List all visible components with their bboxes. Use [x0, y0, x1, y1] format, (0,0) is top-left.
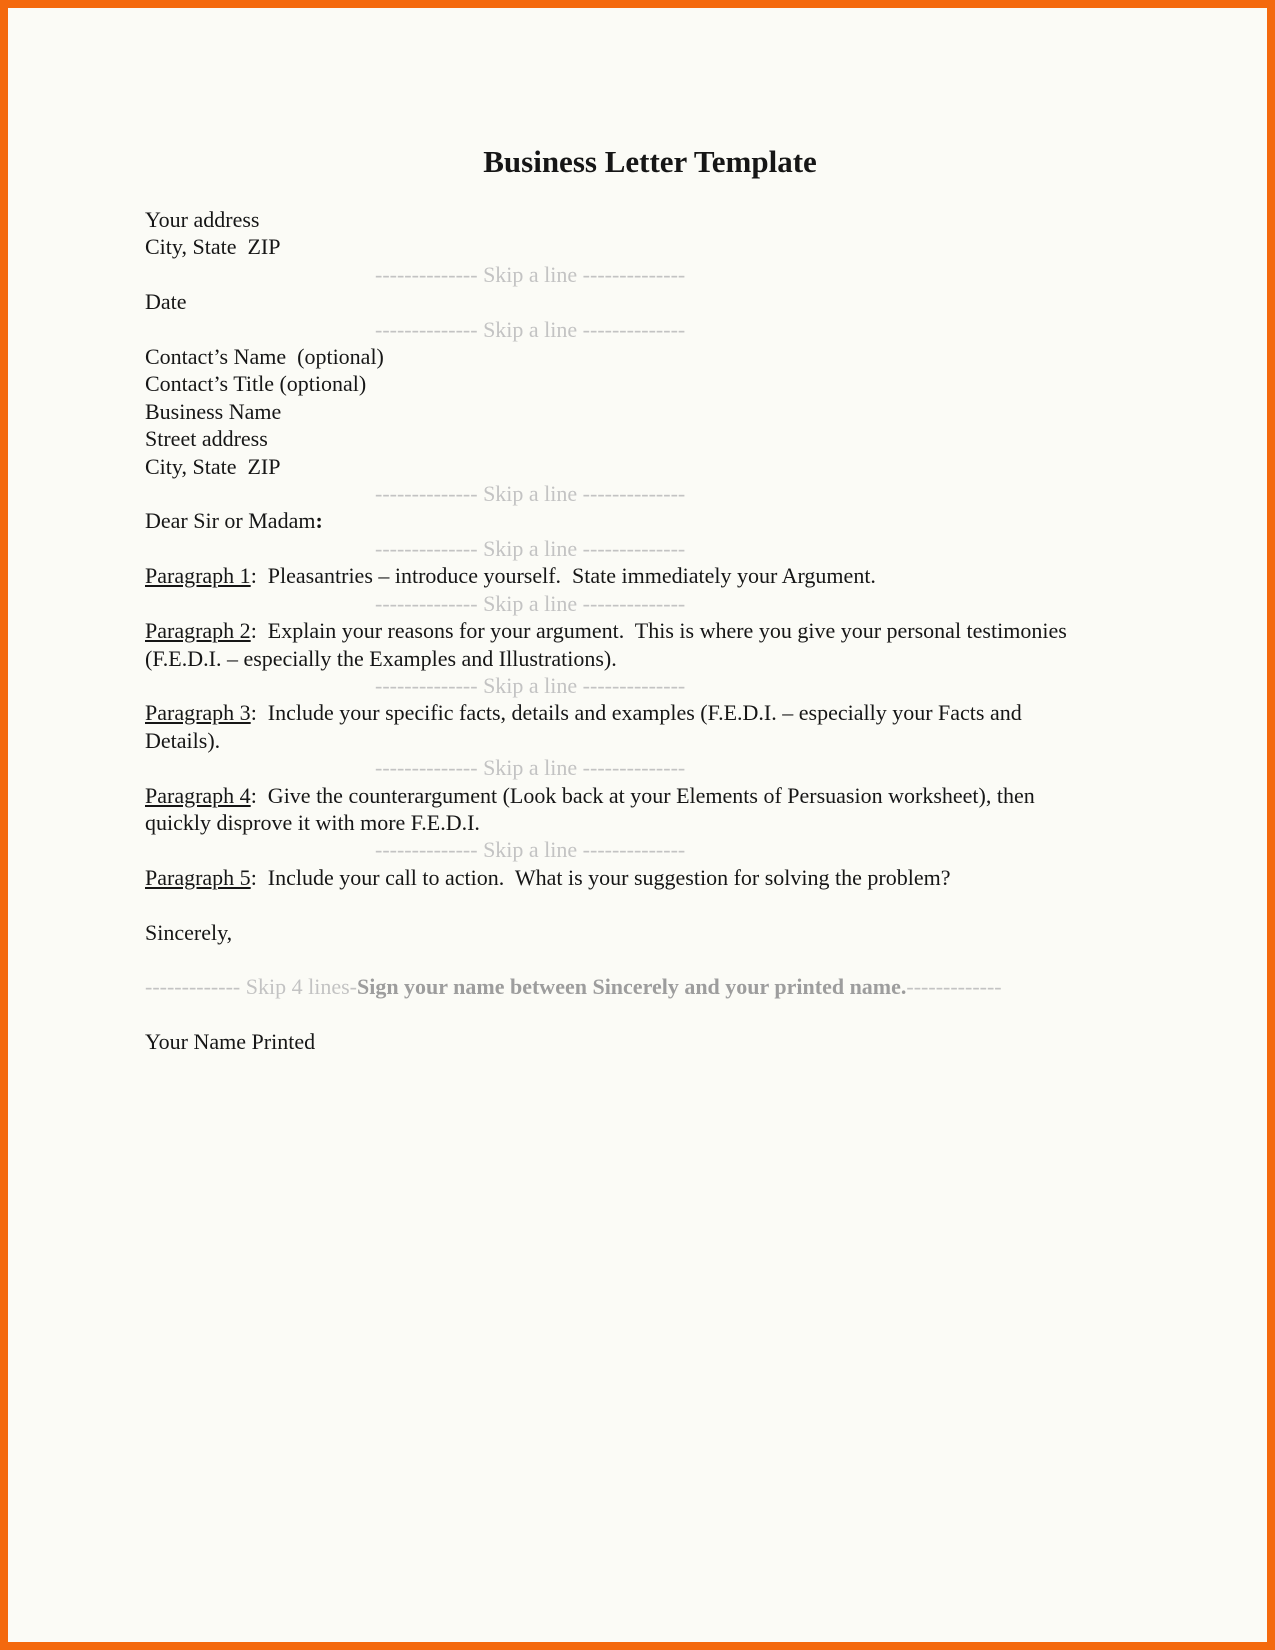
paragraph-5-instruction [145, 864, 1075, 891]
paragraph-4-text: : Give the counterargument (Look back at your Elements of Persuasion worksheet), then quickly disprove it with more F.E.D.I. [145, 782, 1041, 835]
sender-city-state-zip: City, State ZIP [145, 234, 281, 260]
skip-a-line-separator: -------------- Skip a line -------------- [375, 316, 686, 342]
closing-line: Sincerely, [145, 919, 233, 945]
letter-page [8, 8, 1267, 1642]
printed-name-line: Your Name Printed [145, 1029, 316, 1055]
sender-address-line: Your address [145, 207, 260, 232]
recipient-city-state-zip: City, State ZIP [145, 453, 281, 479]
recipient-street-address: Street address [145, 426, 268, 452]
recipient-business-name: Business Name [145, 398, 282, 424]
page-title: Business Letter Template [483, 144, 817, 179]
recipient-contact-title: Contact’s Title (optional) [145, 371, 367, 397]
skip-a-line-separator: -------------- Skip a line -------------- [375, 535, 686, 561]
paragraph-4-instruction [145, 782, 1075, 837]
paragraph-1-instruction [145, 562, 1075, 589]
blank-line [145, 891, 1075, 918]
salutation-line [145, 507, 1075, 534]
paragraph-3-label: Paragraph 3 [145, 700, 251, 726]
signature-note-bold-text: Sign your name between Sincerely and your printed name. [356, 974, 907, 1000]
signature-note-right-dashes: ------------- [906, 974, 1002, 1000]
skip-a-line-separator: -------------- Skip a line -------------- [375, 672, 686, 698]
paragraph-5-label: Paragraph 5 [145, 864, 251, 890]
paragraph-2-text: : Explain your reasons for your argument. This is where you give your personal testimonies (F.E.D.I. – especially the Examples and Illustrations). [145, 618, 1073, 671]
date-line: Date [145, 289, 187, 315]
signature-note-left-dashes: ------------- Skip 4 lines- [145, 974, 357, 1000]
skip-a-line-separator: -------------- Skip a line -------------- [375, 755, 686, 781]
letter-body [8, 206, 1075, 1056]
paragraph-3-instruction [145, 699, 1075, 754]
paragraph-2-instruction [145, 617, 1075, 672]
paragraph-3-text: : Include your specific facts, details and examples (F.E.D.I. – especially your Facts and Details). [145, 700, 1028, 753]
paragraph-2-label: Paragraph 2 [145, 618, 251, 644]
paragraph-5-text: : Include your call to action. What is your suggestion for solving the problem? [250, 864, 951, 890]
salutation-colon: : [315, 508, 323, 534]
paragraph-1-text: : Pleasantries – introduce yourself. State immediately your Argument. [250, 563, 876, 589]
skip-a-line-separator: -------------- Skip a line -------------- [375, 261, 686, 287]
salutation-text: Dear Sir or Madam [145, 508, 316, 534]
skip-a-line-separator: -------------- Skip a line -------------- [375, 481, 686, 507]
blank-line [145, 1001, 1075, 1028]
skip-a-line-separator: -------------- Skip a line -------------- [375, 590, 686, 616]
skip-a-line-separator: -------------- Skip a line -------------- [375, 837, 686, 863]
signature-instruction-line [145, 973, 1075, 1000]
blank-line [145, 946, 1075, 973]
paragraph-4-label: Paragraph 4 [145, 782, 251, 808]
recipient-contact-name: Contact’s Name (optional) [145, 344, 384, 370]
paragraph-1-label: Paragraph 1 [145, 563, 251, 589]
